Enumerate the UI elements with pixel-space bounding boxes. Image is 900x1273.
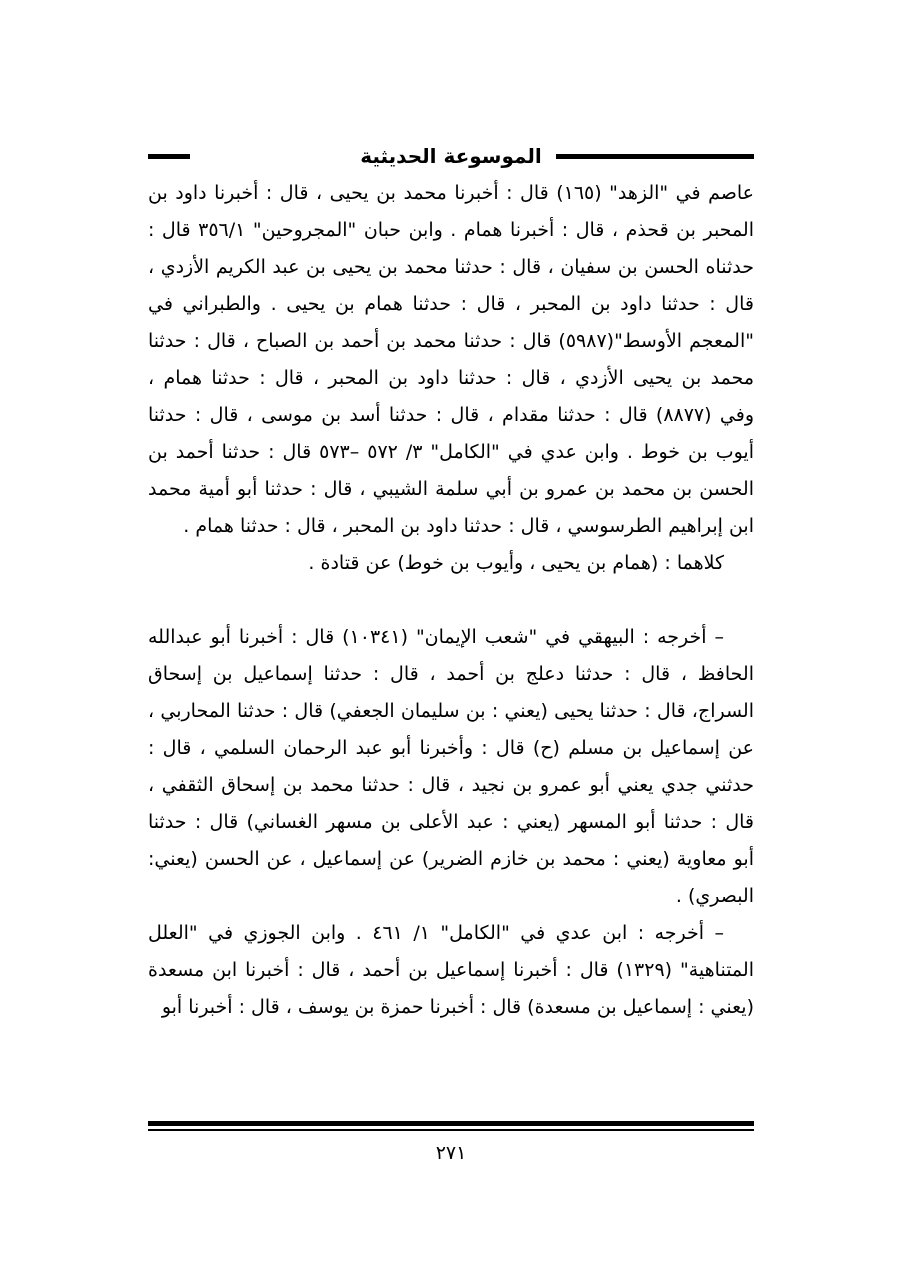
page-number: ٢٧١ [435,1142,467,1164]
paragraph [148,545,754,582]
text-line: – أخرجه : ابن عدي في "الكامل" ١/ ٤٦١ . وابن الجوزي في "العلل [148,922,724,944]
text-line: محمد بن يحيى الأزدي ، قال : حدثنا داود بن المحبر ، قال : حدثنا همام ، [148,367,754,389]
text-line: (يعني : إسماعيل بن مسعدة) قال : أخبرنا حمزة بن يوسف ، قال : أخبرنا أبو [161,996,754,1018]
text-line: قال : حدثنا أبو المسهر (يعني : عبد الأعلى بن مسهر الغساني) قال : حدثنا [148,811,754,833]
paragraph [148,175,754,545]
text-line: المتناهية" (١٣٢٩) قال : أخبرنا إسماعيل بن أحمد ، قال : أخبرنا ابن مسعدة [148,959,754,981]
paragraph-gap [148,582,754,619]
text-line: الحافظ ، قال : حدثنا دعلج بن أحمد ، قال : حدثنا إسماعيل بن إسحاق [148,663,754,685]
text-line: عن إسماعيل بن مسلم (ح) قال : وأخبرنا أبو عبد الرحمان السلمي ، قال : [148,737,754,759]
text-line: قال : حدثنا داود بن المحبر ، قال : حدثنا همام بن يحيى . والطبراني في [148,293,754,315]
text-line: – أخرجه : البيهقي في "شعب الإيمان" (١٠٣٤١) قال : أخبرنا أبو عبدالله [148,626,724,648]
text-line: البصري) . [675,885,754,907]
text-line: حدثني جدي يعني أبو عمرو بن نجيد ، قال : حدثنا محمد بن إسحاق الثقفي ، [148,774,754,796]
header-title: الموسوعة الحديثية [346,144,556,168]
text-line: وفي (٨٨٧٧) قال : حدثنا مقدام ، قال : حدثنا أسد بن موسى ، قال : حدثنا [148,404,755,426]
paragraph [148,915,754,1026]
footer-rule-thick [148,1121,754,1126]
text-line: السراج، قال : حدثنا يحيى (يعني : بن سليمان الجعفي) قال : حدثنا المحاربي ، [148,700,754,722]
text-line: أبو معاوية (يعني : محمد بن خازم الضرير) عن إسماعيل ، عن الحسن (يعني: [148,848,754,870]
header-title-wrap [148,141,754,171]
text-line: المحبر بن قحذم ، قال : أخبرنا همام . وابن حبان "المجروحين" ٣٥٦/١ قال : [148,219,754,241]
page-body [148,175,754,1026]
text-line: كلاهما : (همام بن يحيى ، وأيوب بن خوط) عن قتادة . [308,552,724,574]
text-line: الحسن بن محمد بن عمرو بن أبي سلمة الشيبي ، قال : حدثنا أبو أمية محمد [148,478,754,500]
footer-rule-thin [148,1129,754,1131]
text-line: "المعجم الأوسط"(٥٩٨٧) قال : حدثنا محمد بن أحمد بن الصباح ، قال : حدثنا [148,330,754,352]
paragraph [148,619,754,915]
text-line: أيوب بن خوط . وابن عدي في "الكامل" ٣/ ٥٧٢ –٥٧٣ قال : حدثنا أحمد بن [148,441,754,463]
running-header [148,141,754,171]
text-line: ابن إبراهيم الطرسوسي ، قال : حدثنا داود بن المحبر ، قال : حدثنا همام . [183,515,754,537]
text-line: عاصم في "الزهد" (١٦٥) قال : أخبرنا محمد بن يحيى ، قال : أخبرنا داود بن [148,182,754,204]
text-line: حدثناه الحسن بن سفيان ، قال : حدثنا محمد بن يحيى بن عبد الكريم الأزدي ، [148,256,754,278]
